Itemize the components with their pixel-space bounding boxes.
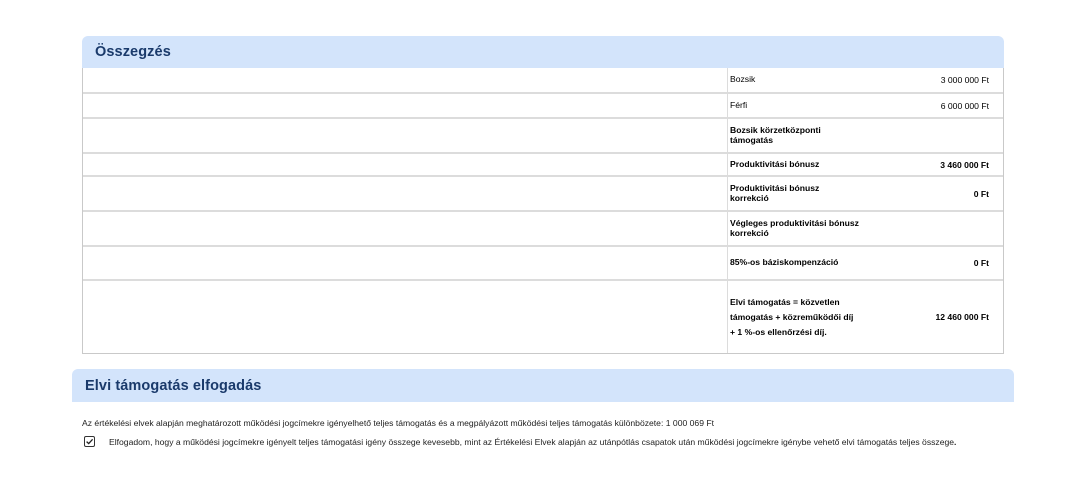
acceptance-checkbox-row [82,435,982,449]
summary-row [83,117,1003,152]
summary-row [83,245,1003,279]
accept-checkbox-label-end: . [954,437,957,447]
accept-checkbox[interactable] [84,436,95,447]
acceptance-title: Elvi támogatás elfogadás [85,377,262,394]
summary-panel [82,36,1004,354]
summary-row-spacer [83,281,728,353]
summary-row-value: 6 000 000 Ft [940,100,989,111]
summary-title: Összegzés [95,44,171,60]
summary-row [83,68,1003,92]
summary-row-value: 12 460 000 Ft [935,312,989,322]
summary-row-spacer [83,247,728,279]
summary-row-spacer [83,154,728,175]
summary-row-label: Elvi támogatás = közvetlen támogatás + közreműködői díj + 1 %-os ellenőrzési díj. [730,296,854,337]
summary-row-value: 3 460 000 Ft [940,159,989,170]
checkmark-icon [85,437,94,446]
summary-row-spacer [83,177,728,210]
summary-table [82,68,1004,354]
summary-row [83,152,1003,175]
summary-row [83,92,1003,117]
summary-row [83,279,1003,353]
summary-row-spacer [83,94,728,117]
summary-row-value: 0 Ft [973,188,989,199]
summary-row-spacer [83,212,728,245]
summary-row-label: Bozsik [730,74,756,85]
acceptance-header [72,369,1014,402]
summary-row-label: 85%-os báziskompenzáció [730,257,839,268]
summary-row-label: Férfi [730,99,748,110]
summary-row [83,175,1003,210]
summary-row-label: Bozsik körzetközponti támogatás [730,125,821,145]
summary-row-label: Produktivitási bónusz [730,158,820,169]
accept-checkbox-label[interactable]: Elfogadom, hogy a működési jogcímekre igényelt teljes támogatási igény összege kevesebb, mint az Értékelési Elvek alapján az utánpótlás csapatok után működési jogcímekre igénybe vehető elvi támogatás teljes összege [109,437,955,447]
summary-row-spacer [83,119,728,152]
difference-text: Az értékelési elvek alapján meghatározott működési jogcímekre igényelhető teljes támogatás és a megpályázott működési teljes támogatás különbözete: 1 000 069 Ft [82,418,714,428]
summary-row [83,210,1003,245]
summary-row-spacer [83,68,728,92]
summary-header [82,36,1004,68]
summary-row-value: 0 Ft [973,258,989,268]
summary-row-label: Produktivitási bónusz korrekció [730,183,820,203]
summary-row-value: 3 000 000 Ft [940,75,989,85]
summary-row-label: Végleges produktivitási bónusz korrekció [730,218,859,238]
